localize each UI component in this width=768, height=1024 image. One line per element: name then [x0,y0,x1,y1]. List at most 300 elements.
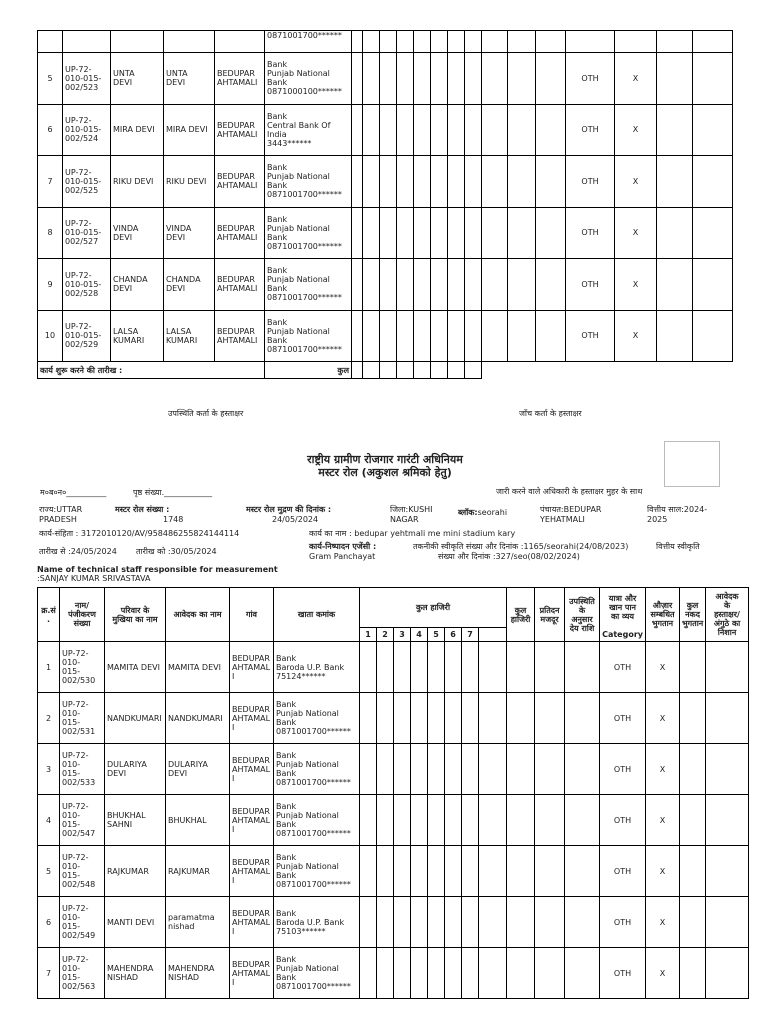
column-header-travel: यात्रा और खान पान का व्यय [600,588,646,628]
empty-cell [535,897,565,948]
day-header: 7 [462,628,479,642]
empty-cell [482,310,508,362]
day-header: 4 [411,628,428,642]
empty-cell [462,948,479,999]
village-cell: BEDUPAR AHTAMALI [230,948,274,999]
table-row [38,744,749,795]
empty-cell [535,693,565,744]
column-header-tool-payment: औज़ार सम्बधित भुगतान [646,588,680,642]
empty-cell [448,259,465,311]
serial-cell: 3 [38,744,60,795]
column-header-sr: क्र.सं. [38,588,60,642]
empty-cell [535,948,565,999]
empty-cell [680,948,706,999]
empty-cell [706,744,749,795]
empty-cell [414,259,431,311]
empty-cell [565,846,600,897]
applicant-cell: MIRA DEVI [164,104,215,156]
village-cell: BEDUPAR AHTAMALI [215,156,265,208]
empty-cell [680,744,706,795]
empty-cell [507,897,535,948]
empty-cell [657,104,693,156]
empty-cell [352,156,363,208]
empty-cell [706,897,749,948]
empty-cell [397,104,414,156]
family-head-cell: MAMITA DEVI [105,642,166,693]
family-head-cell: DULARIYA DEVI [105,744,166,795]
empty-cell [377,846,394,897]
empty-cell [380,104,397,156]
registration-cell: UP-72- 010- 015- 002/547 [60,795,105,846]
column-header-wage-due: उपस्थिति के अनुसार देय राशि [565,588,600,642]
tool-payment-cell: X [646,795,680,846]
empty-cell [507,795,535,846]
technical-sanction-label: तकनीकी स्वीकृति संख्या और दिनांक :1165/seorahi(24/08/2023) [413,542,629,551]
officer-signature-label: जारी करने वाले अधिकारी के हस्ताक्षर मुहर के साथ [496,487,643,496]
checker-signature-label: जाँच कर्ता के हस्ताक्षर [519,409,582,418]
empty-cell [482,156,508,208]
empty-cell [397,259,414,311]
empty-cell [706,642,749,693]
empty-cell [377,642,394,693]
family-head-cell: CHANDA DEVI [111,259,164,311]
applicant-cell: VINDA DEVI [164,207,215,259]
family-head-cell: NANDKUMARI [105,693,166,744]
family-head-cell: RIKU DEVI [111,156,164,208]
empty-cell [536,104,566,156]
bank-account-cell: Bank Punjab National Bank 0871001700****** [274,744,360,795]
serial-cell: 4 [38,795,60,846]
tool-payment-cell: X [646,642,680,693]
agency-value: Gram Panchayat [309,552,376,561]
table-row [38,53,733,105]
table-row [38,104,733,156]
empty-cell [352,310,363,362]
serial-cell: 9 [38,259,63,311]
village-cell: BEDUPAR AHTAMALI [215,310,265,362]
category-cell: OTH [566,310,615,362]
empty-cell [462,846,479,897]
empty-cell [360,744,377,795]
applicant-cell: MAMITA DEVI [166,642,230,693]
empty-cell [693,53,733,105]
empty-cell [508,53,536,105]
empty-cell [706,693,749,744]
empty-cell [465,259,482,311]
tool-payment-cell: X [646,897,680,948]
column-header-account: खाता कमांक [274,588,360,642]
financial-sanction-label: वित्तीय स्वीकृति [656,542,700,551]
empty-cell [657,259,693,311]
empty-cell [565,744,600,795]
empty-cell [380,156,397,208]
empty-cell [352,207,363,259]
category-cell: OTH [566,207,615,259]
empty-cell [508,259,536,311]
bank-account-cell: Bank Punjab National Bank 0871001700****** [274,795,360,846]
empty-cell [411,744,428,795]
tool-payment-cell: X [615,156,657,208]
family-head-cell: MANTI DEVI [105,897,166,948]
column-header-registration: नाम/ पंजीकरण संख्या [60,588,105,642]
empty-cell [363,156,380,208]
tool-payment-cell: X [646,948,680,999]
bank-account-cell: Bank Punjab National Bank 0871001700****** [274,846,360,897]
table-row [38,642,749,693]
empty-cell [394,744,411,795]
empty-cell [657,207,693,259]
empty-cell [535,744,565,795]
empty-cell [445,693,462,744]
empty-cell [462,897,479,948]
empty-cell [536,310,566,362]
empty-cell [363,310,380,362]
applicant-cell: NANDKUMARI [166,693,230,744]
panchayat-label: पंचायत:BEDUPAR YEHATMALI [540,505,602,524]
page-number-label: पृष्ठ संख्या.____________ [133,488,213,497]
empty-cell [465,207,482,259]
empty-cell [565,795,600,846]
empty-cell [657,156,693,208]
table-row [38,846,749,897]
empty-cell [462,744,479,795]
village-cell: BEDUPAR AHTAMALI [230,693,274,744]
empty-cell [680,897,706,948]
empty-cell [535,795,565,846]
category-cell: OTH [600,897,646,948]
empty-cell [445,897,462,948]
empty-cell [680,795,706,846]
technical-staff-name: :SANJAY KUMAR SRIVASTAVA [37,574,151,583]
empty-cell [535,642,565,693]
empty-cell [565,693,600,744]
category-cell: OTH [566,259,615,311]
empty-cell [394,897,411,948]
applicant-cell: CHANDA DEVI [164,259,215,311]
bank-account-cell: Bank Punjab National Bank 0871001700****** [265,156,352,208]
table-row [38,259,733,311]
village-cell: BEDUPAR AHTAMALI [230,642,274,693]
empty-cell [482,207,508,259]
empty-cell [428,642,445,693]
empty-cell [397,156,414,208]
total-label: कुल [265,362,352,379]
empty-cell [479,948,507,999]
applicant-cell: BHUKHAL [166,795,230,846]
category-cell: OTH [566,104,615,156]
serial-cell: 8 [38,207,63,259]
empty-cell [657,310,693,362]
empty-cell [397,310,414,362]
serial-cell: 2 [38,693,60,744]
bank-account-cell: Bank Punjab National Bank 0871001700****** [265,207,352,259]
date-from-label: तारीख से :24/05/2024 [39,547,117,556]
empty-cell [363,207,380,259]
day-header: 3 [394,628,411,642]
empty-cell [462,795,479,846]
empty-cell [377,897,394,948]
empty-cell [431,259,448,311]
empty-cell [394,948,411,999]
serial-cell: 7 [38,948,60,999]
empty-cell [507,846,535,897]
registration-cell: UP-72- 010-015- 002/527 [63,207,111,259]
empty-cell [445,795,462,846]
empty-cell [360,897,377,948]
village-cell: BEDUPAR AHTAMALI [230,846,274,897]
empty-cell [536,53,566,105]
empty-cell [693,104,733,156]
empty-cell [377,795,394,846]
tool-payment-cell: X [615,53,657,105]
empty-cell [465,104,482,156]
column-header-signature: आवेदक के हस्ताक्षर/ अंगुठे का निशान [706,588,749,642]
table-row [38,156,733,208]
tool-payment-cell: X [615,310,657,362]
empty-cell [360,846,377,897]
empty-cell [428,846,445,897]
empty-cell [507,744,535,795]
day-header: 2 [377,628,394,642]
empty-cell [414,53,431,105]
column-header-applicant: आवेदक का नाम [166,588,230,642]
financial-year-label: वित्तीय साल:2024- 2025 [647,505,708,524]
empty-cell [363,53,380,105]
empty-cell [535,846,565,897]
empty-cell [536,207,566,259]
bank-account-cell: Bank Punjab National Bank 0871001700****** [265,310,352,362]
empty-cell [465,310,482,362]
village-cell: BEDUPAR AHTAMALI [215,104,265,156]
registration-cell: UP-72- 010-015- 002/529 [63,310,111,362]
category-cell: OTH [600,642,646,693]
block-value: seorahi [477,508,508,517]
empty-cell [479,693,507,744]
family-head-cell: BHUKHAL SAHNI [105,795,166,846]
table-row [38,693,749,744]
empty-cell [706,795,749,846]
empty-cell [508,310,536,362]
bottom-muster-table [37,587,749,999]
empty-cell [428,897,445,948]
empty-cell [380,53,397,105]
registration-cell: UP-72- 010- 015- 002/531 [60,693,105,744]
empty-cell [482,53,508,105]
empty-cell [448,156,465,208]
table-header-row [38,588,749,628]
empty-cell [445,846,462,897]
empty-cell [380,310,397,362]
empty-cell [377,693,394,744]
empty-cell [360,693,377,744]
empty-cell [462,693,479,744]
day-header: 1 [360,628,377,642]
empty-cell [411,948,428,999]
mr-number-value: 1748 [163,515,184,524]
empty-cell [414,310,431,362]
logo-image-placeholder [664,441,720,487]
category-cell: OTH [600,795,646,846]
family-head-cell: MIRA DEVI [111,104,164,156]
village-cell: BEDUPAR AHTAMALI [230,897,274,948]
empty-cell [706,846,749,897]
district-label: जिला:KUSHI NAGAR [390,505,433,524]
table-row [38,897,749,948]
registration-cell: UP-72- 010- 015- 002/549 [60,897,105,948]
empty-cell [428,744,445,795]
empty-cell [394,642,411,693]
empty-cell [680,846,706,897]
empty-cell [352,53,363,105]
empty-cell [507,642,535,693]
village-cell: BEDUPAR AHTAMALI [230,795,274,846]
tool-payment-cell: X [615,104,657,156]
empty-cell [380,207,397,259]
serial-cell: 10 [38,310,63,362]
empty-cell [462,642,479,693]
empty-cell [431,104,448,156]
empty-cell [431,207,448,259]
column-header-attendance: कुल हाजिरी [360,588,507,628]
category-cell: OTH [566,156,615,208]
empty-cell [693,207,733,259]
empty-cell [479,897,507,948]
serial-cell: 5 [38,846,60,897]
registration-cell: UP-72- 010- 015- 002/530 [60,642,105,693]
empty-cell [448,310,465,362]
empty-cell [428,948,445,999]
table-row [38,310,733,362]
empty-cell [414,207,431,259]
empty-cell [479,642,507,693]
empty-cell [680,693,706,744]
empty-cell [465,156,482,208]
block-label: ब्लॉक: [458,508,478,517]
empty-cell [482,259,508,311]
empty-cell [431,310,448,362]
registration-cell: UP-72- 010- 015- 002/548 [60,846,105,897]
column-header-cash-payment: कुल नकद भुगतान [680,588,706,642]
empty-cell [536,156,566,208]
bank-account-cell: Bank Punjab National Bank 0871001700****** [274,693,360,744]
print-date-label: मस्टर रोल मुद्रण की दिनांक : [246,505,332,514]
applicant-cell: DULARIYA DEVI [166,744,230,795]
empty-cell [394,795,411,846]
act-title: राष्ट्रीय ग्रामीण रोजगार गारंटी अधिनियम [307,453,463,466]
registration-cell: UP-72- 010- 015- 002/563 [60,948,105,999]
empty-cell [380,259,397,311]
empty-cell [363,259,380,311]
bank-account-cell: Bank Punjab National Bank 0871000100****** [265,53,352,105]
empty-cell [360,642,377,693]
empty-cell [508,156,536,208]
column-header-village: गांव [230,588,274,642]
empty-cell [431,156,448,208]
family-head-cell: MAHENDRA NISHAD [105,948,166,999]
technical-staff-label: Name of technical staff responsible for measurement [37,565,278,574]
empty-cell [363,104,380,156]
work-code-label: कार्य-संहिता : 3172010120/AV/958486255824144114 [39,529,240,538]
serial-cell: 6 [38,104,63,156]
family-head-cell: RAJKUMAR [105,846,166,897]
work-start-date-label: कार्य शुरू करने की तारीख : [38,362,265,379]
empty-cell [445,744,462,795]
column-header-family-head: परिवार के मुखिया का नाम [105,588,166,642]
serial-cell: 5 [38,53,63,105]
bank-account-cell: Bank Baroda U.P. Bank 75124****** [274,642,360,693]
state-label: राज्य:UTTAR PRADESH [39,505,83,524]
category-cell: OTH [566,53,615,105]
empty-cell [448,104,465,156]
village-cell: BEDUPAR AHTAMALI [230,744,274,795]
empty-cell [479,846,507,897]
empty-cell [565,948,600,999]
empty-cell [431,53,448,105]
empty-cell [411,897,428,948]
empty-cell [482,104,508,156]
family-head-cell: UNTA DEVI [111,53,164,105]
category-cell: OTH [600,846,646,897]
empty-cell [397,53,414,105]
village-cell: BEDUPAR AHTAMALI [215,53,265,105]
bank-account-cell: Bank Punjab National Bank 0871001700****** [274,948,360,999]
category-cell: OTH [600,948,646,999]
serial-cell: 1 [38,642,60,693]
registration-cell: UP-72- 010- 015- 002/533 [60,744,105,795]
village-cell: BEDUPAR AHTAMALI [215,207,265,259]
financial-sanction-value: संख्या और दिनांक :327/seo(08/02/2024) [438,552,580,561]
empty-cell [411,642,428,693]
print-date-value: 24/05/2024 [272,515,319,524]
empty-cell [479,744,507,795]
empty-cell [377,744,394,795]
empty-cell [360,795,377,846]
tool-payment-cell: X [646,744,680,795]
empty-cell [414,104,431,156]
category-cell: OTH [600,693,646,744]
empty-cell [508,104,536,156]
serial-cell: 6 [38,897,60,948]
work-name-label: कार्य का नाम : bedupar yehtmali me mini stadium kary [309,529,516,538]
empty-cell [394,846,411,897]
empty-cell [507,948,535,999]
applicant-cell: RIKU DEVI [164,156,215,208]
empty-cell [536,259,566,311]
bank-account-cell: Bank Central Bank Of India 3443****** [265,104,352,156]
column-header-daily-wage: प्रतिदन मजदूर [535,588,565,642]
applicant-cell: MAHENDRA NISHAD [166,948,230,999]
empty-cell [507,693,535,744]
bank-account-cell: 0871001700****** [265,31,352,53]
date-to-label: तारीख को :30/05/2024 [136,547,217,556]
empty-cell [411,693,428,744]
day-header: 5 [428,628,445,642]
empty-cell [428,693,445,744]
block-field [458,508,507,518]
muster-roll-title: मस्टर रोल (अकुशल श्रमिको हेतु) [318,466,452,479]
table-footer-row [38,362,733,379]
family-head-cell: VINDA DEVI [111,207,164,259]
empty-cell [394,693,411,744]
empty-cell [397,207,414,259]
table-row [38,207,733,259]
empty-cell [465,53,482,105]
attendance-taker-signature-label: उपस्थिति कर्ता के हस्ताक्षर [168,409,244,418]
family-head-cell: LALSA KUMARI [111,310,164,362]
village-cell: BEDUPAR AHTAMALI [215,259,265,311]
tool-payment-cell: X [646,846,680,897]
empty-cell [680,642,706,693]
